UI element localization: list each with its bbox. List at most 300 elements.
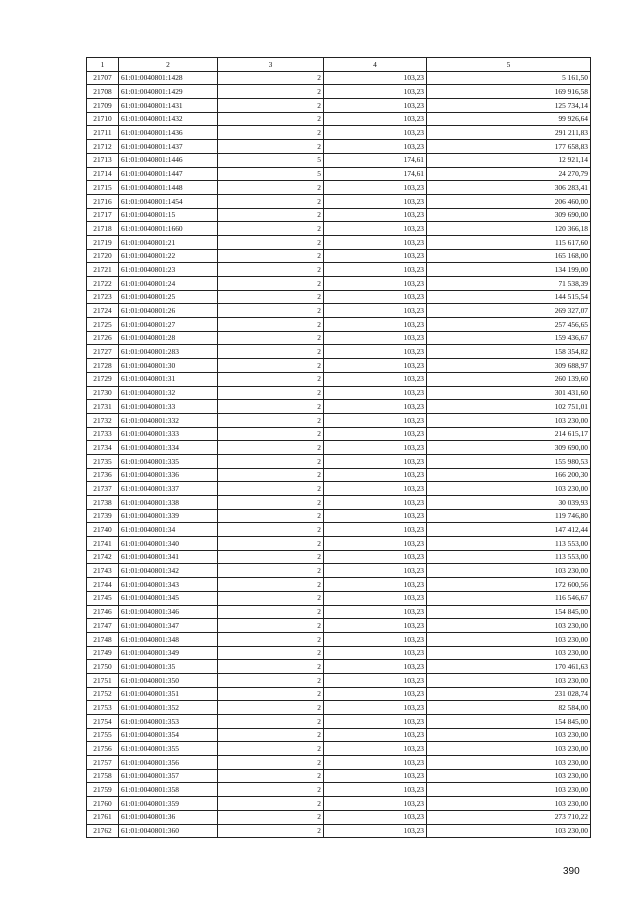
table-row bbox=[87, 167, 591, 181]
table-cell: 103,23 bbox=[324, 496, 427, 510]
table-cell: 177 658,83 bbox=[427, 140, 591, 154]
table-cell: 21752 bbox=[87, 687, 119, 701]
table-row bbox=[87, 318, 591, 332]
table-cell: 21729 bbox=[87, 372, 119, 386]
table-cell: 103 230,00 bbox=[427, 632, 591, 646]
table-cell: 21755 bbox=[87, 728, 119, 742]
table-cell: 21735 bbox=[87, 454, 119, 468]
table-cell: 21748 bbox=[87, 632, 119, 646]
table-cell: 61:01:0040801:28 bbox=[119, 331, 218, 345]
table-cell: 71 538,39 bbox=[427, 277, 591, 291]
table-cell: 61:01:0040801:353 bbox=[119, 715, 218, 729]
table-cell: 158 354,82 bbox=[427, 345, 591, 359]
table-cell: 103,23 bbox=[324, 400, 427, 414]
table-cell: 21731 bbox=[87, 400, 119, 414]
table-cell: 103,23 bbox=[324, 673, 427, 687]
table-cell: 2 bbox=[218, 550, 324, 564]
header-cell-2: 2 bbox=[119, 58, 218, 72]
table-cell: 103,23 bbox=[324, 687, 427, 701]
table-cell: 2 bbox=[218, 797, 324, 811]
table-row bbox=[87, 290, 591, 304]
table-cell: 103,23 bbox=[324, 797, 427, 811]
table-cell: 103,23 bbox=[324, 728, 427, 742]
table-cell: 103,23 bbox=[324, 318, 427, 332]
table-cell: 257 456,65 bbox=[427, 318, 591, 332]
table-row bbox=[87, 372, 591, 386]
table-cell: 103,23 bbox=[324, 564, 427, 578]
table-cell: 61:01:0040801:342 bbox=[119, 564, 218, 578]
table-cell: 21725 bbox=[87, 318, 119, 332]
table-row bbox=[87, 496, 591, 510]
table-cell: 103,23 bbox=[324, 194, 427, 208]
table-cell: 103,23 bbox=[324, 769, 427, 783]
table-row bbox=[87, 728, 591, 742]
table-row bbox=[87, 578, 591, 592]
page-number: 390 bbox=[563, 866, 580, 877]
table-cell: 2 bbox=[218, 578, 324, 592]
table-cell: 103,23 bbox=[324, 222, 427, 236]
table-row bbox=[87, 153, 591, 167]
table-cell: 21708 bbox=[87, 85, 119, 99]
table-cell: 21746 bbox=[87, 605, 119, 619]
table-cell: 21761 bbox=[87, 810, 119, 824]
table-cell: 21736 bbox=[87, 468, 119, 482]
table-cell: 61:01:0040801:358 bbox=[119, 783, 218, 797]
table-cell: 2 bbox=[218, 646, 324, 660]
table-cell: 154 845,00 bbox=[427, 715, 591, 729]
table-cell: 103,23 bbox=[324, 660, 427, 674]
table-cell: 21716 bbox=[87, 194, 119, 208]
table-cell: 125 734,14 bbox=[427, 99, 591, 113]
table-cell: 103,23 bbox=[324, 605, 427, 619]
table-cell: 21757 bbox=[87, 756, 119, 770]
table-cell: 2 bbox=[218, 783, 324, 797]
header-row bbox=[87, 58, 591, 72]
table-row bbox=[87, 797, 591, 811]
table-cell: 61:01:0040801:360 bbox=[119, 824, 218, 838]
table-row bbox=[87, 673, 591, 687]
table-cell: 103,23 bbox=[324, 290, 427, 304]
table-cell: 61:01:0040801:1447 bbox=[119, 167, 218, 181]
table-cell: 301 431,60 bbox=[427, 386, 591, 400]
table-cell: 103,23 bbox=[324, 632, 427, 646]
table-cell: 61:01:0040801:354 bbox=[119, 728, 218, 742]
table-cell: 169 916,58 bbox=[427, 85, 591, 99]
table-row bbox=[87, 277, 591, 291]
table-row bbox=[87, 222, 591, 236]
table-cell: 2 bbox=[218, 468, 324, 482]
table-cell: 21719 bbox=[87, 235, 119, 249]
table-cell: 273 710,22 bbox=[427, 810, 591, 824]
table-cell: 103,23 bbox=[324, 372, 427, 386]
table-cell: 21751 bbox=[87, 673, 119, 687]
table-cell: 115 617,60 bbox=[427, 235, 591, 249]
table-cell: 103 230,00 bbox=[427, 756, 591, 770]
table-cell: 61:01:0040801:340 bbox=[119, 537, 218, 551]
table-cell: 103 230,00 bbox=[427, 769, 591, 783]
table-cell: 2 bbox=[218, 509, 324, 523]
table-cell: 103,23 bbox=[324, 85, 427, 99]
table-cell: 2 bbox=[218, 756, 324, 770]
table-cell: 103,23 bbox=[324, 509, 427, 523]
table-cell: 61:01:0040801:1432 bbox=[119, 112, 218, 126]
table-row bbox=[87, 523, 591, 537]
table-cell: 306 283,41 bbox=[427, 181, 591, 195]
table-cell: 103,23 bbox=[324, 701, 427, 715]
table-cell: 21740 bbox=[87, 523, 119, 537]
table-cell: 103 230,00 bbox=[427, 673, 591, 687]
table-cell: 2 bbox=[218, 71, 324, 85]
table-cell: 21728 bbox=[87, 359, 119, 373]
table-cell: 103,23 bbox=[324, 140, 427, 154]
table-cell: 103,23 bbox=[324, 345, 427, 359]
table-row bbox=[87, 756, 591, 770]
table-cell: 116 546,67 bbox=[427, 591, 591, 605]
table-row bbox=[87, 235, 591, 249]
table-cell: 2 bbox=[218, 99, 324, 113]
table-row bbox=[87, 454, 591, 468]
table-cell: 165 168,00 bbox=[427, 249, 591, 263]
table-cell: 2 bbox=[218, 413, 324, 427]
table-cell: 2 bbox=[218, 372, 324, 386]
table-row bbox=[87, 769, 591, 783]
table-cell: 103,23 bbox=[324, 810, 427, 824]
table-cell: 291 211,83 bbox=[427, 126, 591, 140]
table-cell: 119 746,80 bbox=[427, 509, 591, 523]
table-cell: 61:01:0040801:335 bbox=[119, 454, 218, 468]
table-cell: 103,23 bbox=[324, 413, 427, 427]
table-cell: 2 bbox=[218, 728, 324, 742]
table-cell: 170 461,63 bbox=[427, 660, 591, 674]
table-cell: 103,23 bbox=[324, 112, 427, 126]
table-cell: 61:01:0040801:24 bbox=[119, 277, 218, 291]
table-cell: 103,23 bbox=[324, 263, 427, 277]
table-row bbox=[87, 810, 591, 824]
table-cell: 61:01:0040801:26 bbox=[119, 304, 218, 318]
table-cell: 61:01:0040801:25 bbox=[119, 290, 218, 304]
table-cell: 309 690,00 bbox=[427, 208, 591, 222]
table-cell: 2 bbox=[218, 318, 324, 332]
table-cell: 2 bbox=[218, 400, 324, 414]
table-row bbox=[87, 126, 591, 140]
table-cell: 2 bbox=[218, 824, 324, 838]
table-cell: 82 584,00 bbox=[427, 701, 591, 715]
table-cell: 21732 bbox=[87, 413, 119, 427]
table-cell: 61:01:0040801:337 bbox=[119, 482, 218, 496]
table-cell: 61:01:0040801:341 bbox=[119, 550, 218, 564]
table-cell: 103,23 bbox=[324, 249, 427, 263]
table-cell: 2 bbox=[218, 85, 324, 99]
table-cell: 103,23 bbox=[324, 359, 427, 373]
table-cell: 61:01:0040801:343 bbox=[119, 578, 218, 592]
table-cell: 2 bbox=[218, 496, 324, 510]
table-cell: 21758 bbox=[87, 769, 119, 783]
table-cell: 174,61 bbox=[324, 167, 427, 181]
table-cell: 21741 bbox=[87, 537, 119, 551]
table-cell: 99 926,64 bbox=[427, 112, 591, 126]
table-cell: 21750 bbox=[87, 660, 119, 674]
table-row bbox=[87, 263, 591, 277]
table-row bbox=[87, 742, 591, 756]
table-cell: 103,23 bbox=[324, 537, 427, 551]
table-row bbox=[87, 359, 591, 373]
table-cell: 103 230,00 bbox=[427, 797, 591, 811]
table-cell: 103,23 bbox=[324, 578, 427, 592]
table-header bbox=[87, 58, 591, 72]
table-row bbox=[87, 140, 591, 154]
table-cell: 21753 bbox=[87, 701, 119, 715]
table-cell: 61:01:0040801:27 bbox=[119, 318, 218, 332]
table-cell: 21747 bbox=[87, 619, 119, 633]
table-cell: 103 230,00 bbox=[427, 619, 591, 633]
table-cell: 103,23 bbox=[324, 126, 427, 140]
table-cell: 61:01:0040801:1429 bbox=[119, 85, 218, 99]
table-cell: 174,61 bbox=[324, 153, 427, 167]
table-cell: 21720 bbox=[87, 249, 119, 263]
table-cell: 61:01:0040801:22 bbox=[119, 249, 218, 263]
table-cell: 2 bbox=[218, 235, 324, 249]
table-cell: 2 bbox=[218, 194, 324, 208]
table-cell: 30 039,93 bbox=[427, 496, 591, 510]
table-cell: 61:01:0040801:1436 bbox=[119, 126, 218, 140]
table-cell: 309 688,97 bbox=[427, 359, 591, 373]
table-cell: 155 980,53 bbox=[427, 454, 591, 468]
table-body bbox=[87, 71, 591, 838]
table-cell: 2 bbox=[218, 605, 324, 619]
table-cell: 5 bbox=[218, 153, 324, 167]
table-row bbox=[87, 824, 591, 838]
table-cell: 231 028,74 bbox=[427, 687, 591, 701]
table-cell: 61:01:0040801:355 bbox=[119, 742, 218, 756]
table-cell: 2 bbox=[218, 208, 324, 222]
table-cell: 2 bbox=[218, 290, 324, 304]
data-table bbox=[86, 57, 591, 838]
table-cell: 103,23 bbox=[324, 783, 427, 797]
table-cell: 206 460,00 bbox=[427, 194, 591, 208]
table-cell: 21734 bbox=[87, 441, 119, 455]
table-cell: 61:01:0040801:15 bbox=[119, 208, 218, 222]
table-cell: 2 bbox=[218, 277, 324, 291]
header-cell-3: 3 bbox=[218, 58, 324, 72]
table-cell: 103,23 bbox=[324, 454, 427, 468]
table-cell: 2 bbox=[218, 715, 324, 729]
table-cell: 103 230,00 bbox=[427, 413, 591, 427]
table-cell: 103,23 bbox=[324, 646, 427, 660]
table-cell: 61:01:0040801:352 bbox=[119, 701, 218, 715]
table-row bbox=[87, 701, 591, 715]
table-cell: 2 bbox=[218, 564, 324, 578]
table-cell: 103,23 bbox=[324, 71, 427, 85]
table-row bbox=[87, 386, 591, 400]
table-cell: 61:01:0040801:346 bbox=[119, 605, 218, 619]
table-cell: 61:01:0040801:336 bbox=[119, 468, 218, 482]
table-cell: 103 230,00 bbox=[427, 646, 591, 660]
table-cell: 2 bbox=[218, 454, 324, 468]
table-row bbox=[87, 468, 591, 482]
table-cell: 21718 bbox=[87, 222, 119, 236]
table-cell: 2 bbox=[218, 769, 324, 783]
table-cell: 103 230,00 bbox=[427, 824, 591, 838]
table-cell: 21726 bbox=[87, 331, 119, 345]
table-row bbox=[87, 632, 591, 646]
table-cell: 5 161,50 bbox=[427, 71, 591, 85]
table-cell: 103,23 bbox=[324, 304, 427, 318]
table-cell: 21715 bbox=[87, 181, 119, 195]
table-row bbox=[87, 112, 591, 126]
table-cell: 2 bbox=[218, 126, 324, 140]
table-cell: 21744 bbox=[87, 578, 119, 592]
table-cell: 2 bbox=[218, 673, 324, 687]
table-row bbox=[87, 194, 591, 208]
table-row bbox=[87, 345, 591, 359]
table-cell: 103,23 bbox=[324, 208, 427, 222]
header-cell-4: 4 bbox=[324, 58, 427, 72]
table-cell: 21713 bbox=[87, 153, 119, 167]
table-cell: 2 bbox=[218, 331, 324, 345]
table-cell: 2 bbox=[218, 441, 324, 455]
table-cell: 21737 bbox=[87, 482, 119, 496]
table-cell: 260 139,60 bbox=[427, 372, 591, 386]
table-cell: 21709 bbox=[87, 99, 119, 113]
table-cell: 269 327,07 bbox=[427, 304, 591, 318]
table-cell: 103 230,00 bbox=[427, 783, 591, 797]
table-row bbox=[87, 537, 591, 551]
table-cell: 61:01:0040801:21 bbox=[119, 235, 218, 249]
table-row bbox=[87, 427, 591, 441]
table-cell: 2 bbox=[218, 591, 324, 605]
table-cell: 103,23 bbox=[324, 756, 427, 770]
table-cell: 103,23 bbox=[324, 523, 427, 537]
table-cell: 61:01:0040801:333 bbox=[119, 427, 218, 441]
table-row bbox=[87, 304, 591, 318]
table-cell: 21714 bbox=[87, 167, 119, 181]
table-cell: 103,23 bbox=[324, 99, 427, 113]
table-cell: 61:01:0040801:30 bbox=[119, 359, 218, 373]
table-row bbox=[87, 646, 591, 660]
table-row bbox=[87, 605, 591, 619]
table-row bbox=[87, 509, 591, 523]
table-row bbox=[87, 85, 591, 99]
table-cell: 61:01:0040801:334 bbox=[119, 441, 218, 455]
table-cell: 144 515,54 bbox=[427, 290, 591, 304]
table-cell: 5 bbox=[218, 167, 324, 181]
table-cell: 103 230,00 bbox=[427, 482, 591, 496]
table-cell: 134 199,00 bbox=[427, 263, 591, 277]
table-cell: 61:01:0040801:348 bbox=[119, 632, 218, 646]
table-cell: 154 845,00 bbox=[427, 605, 591, 619]
table-cell: 214 615,17 bbox=[427, 427, 591, 441]
table-cell: 21754 bbox=[87, 715, 119, 729]
table-cell: 21733 bbox=[87, 427, 119, 441]
table-cell: 61:01:0040801:339 bbox=[119, 509, 218, 523]
table-cell: 2 bbox=[218, 140, 324, 154]
table-cell: 2 bbox=[218, 537, 324, 551]
table-cell: 21710 bbox=[87, 112, 119, 126]
table-row bbox=[87, 181, 591, 195]
table-cell: 2 bbox=[218, 386, 324, 400]
table-cell: 61:01:0040801:35 bbox=[119, 660, 218, 674]
table-cell: 103,23 bbox=[324, 619, 427, 633]
table-cell: 2 bbox=[218, 263, 324, 277]
table-cell: 61:01:0040801:356 bbox=[119, 756, 218, 770]
table-cell: 61:01:0040801:1446 bbox=[119, 153, 218, 167]
table-cell: 24 270,79 bbox=[427, 167, 591, 181]
table-cell: 61:01:0040801:31 bbox=[119, 372, 218, 386]
table-cell: 61:01:0040801:349 bbox=[119, 646, 218, 660]
table-cell: 61:01:0040801:345 bbox=[119, 591, 218, 605]
table-cell: 21707 bbox=[87, 71, 119, 85]
header-cell-5: 5 bbox=[427, 58, 591, 72]
table-row bbox=[87, 687, 591, 701]
table-cell: 61:01:0040801:1448 bbox=[119, 181, 218, 195]
table-cell: 61:01:0040801:1660 bbox=[119, 222, 218, 236]
table-cell: 309 690,00 bbox=[427, 441, 591, 455]
table-cell: 61:01:0040801:347 bbox=[119, 619, 218, 633]
table-cell: 21762 bbox=[87, 824, 119, 838]
table-cell: 2 bbox=[218, 701, 324, 715]
table-cell: 61:01:0040801:283 bbox=[119, 345, 218, 359]
table-cell: 2 bbox=[218, 181, 324, 195]
table-cell: 21722 bbox=[87, 277, 119, 291]
table-cell: 61:01:0040801:350 bbox=[119, 673, 218, 687]
table-cell: 2 bbox=[218, 687, 324, 701]
table-cell: 21727 bbox=[87, 345, 119, 359]
table-row bbox=[87, 331, 591, 345]
table-row bbox=[87, 208, 591, 222]
table-cell: 103 230,00 bbox=[427, 564, 591, 578]
table-cell: 2 bbox=[218, 810, 324, 824]
table-cell: 61:01:0040801:351 bbox=[119, 687, 218, 701]
table-cell: 113 553,00 bbox=[427, 550, 591, 564]
table-cell: 103 230,00 bbox=[427, 742, 591, 756]
table-cell: 21756 bbox=[87, 742, 119, 756]
table-row bbox=[87, 564, 591, 578]
table-cell: 21712 bbox=[87, 140, 119, 154]
table-cell: 21759 bbox=[87, 783, 119, 797]
table-row bbox=[87, 591, 591, 605]
table-cell: 103,23 bbox=[324, 591, 427, 605]
table-row bbox=[87, 99, 591, 113]
table-row bbox=[87, 71, 591, 85]
table-cell: 159 436,67 bbox=[427, 331, 591, 345]
table-cell: 61:01:0040801:36 bbox=[119, 810, 218, 824]
table-cell: 103,23 bbox=[324, 742, 427, 756]
table-row bbox=[87, 715, 591, 729]
table-cell: 21730 bbox=[87, 386, 119, 400]
table-cell: 147 412,44 bbox=[427, 523, 591, 537]
table-cell: 103,23 bbox=[324, 331, 427, 345]
table-row bbox=[87, 413, 591, 427]
table-row bbox=[87, 783, 591, 797]
table-cell: 103 230,00 bbox=[427, 728, 591, 742]
table-cell: 61:01:0040801:338 bbox=[119, 496, 218, 510]
table-cell: 103,23 bbox=[324, 441, 427, 455]
table-cell: 21717 bbox=[87, 208, 119, 222]
table-cell: 2 bbox=[218, 427, 324, 441]
table-cell: 103,23 bbox=[324, 427, 427, 441]
table-cell: 61:01:0040801:332 bbox=[119, 413, 218, 427]
table-cell: 61:01:0040801:1437 bbox=[119, 140, 218, 154]
table-cell: 2 bbox=[218, 619, 324, 633]
table-cell: 21742 bbox=[87, 550, 119, 564]
table-cell: 103,23 bbox=[324, 235, 427, 249]
table-row bbox=[87, 482, 591, 496]
table-cell: 21743 bbox=[87, 564, 119, 578]
table-cell: 103,23 bbox=[324, 386, 427, 400]
table-cell: 61:01:0040801:33 bbox=[119, 400, 218, 414]
table-cell: 61:01:0040801:32 bbox=[119, 386, 218, 400]
table-cell: 2 bbox=[218, 660, 324, 674]
